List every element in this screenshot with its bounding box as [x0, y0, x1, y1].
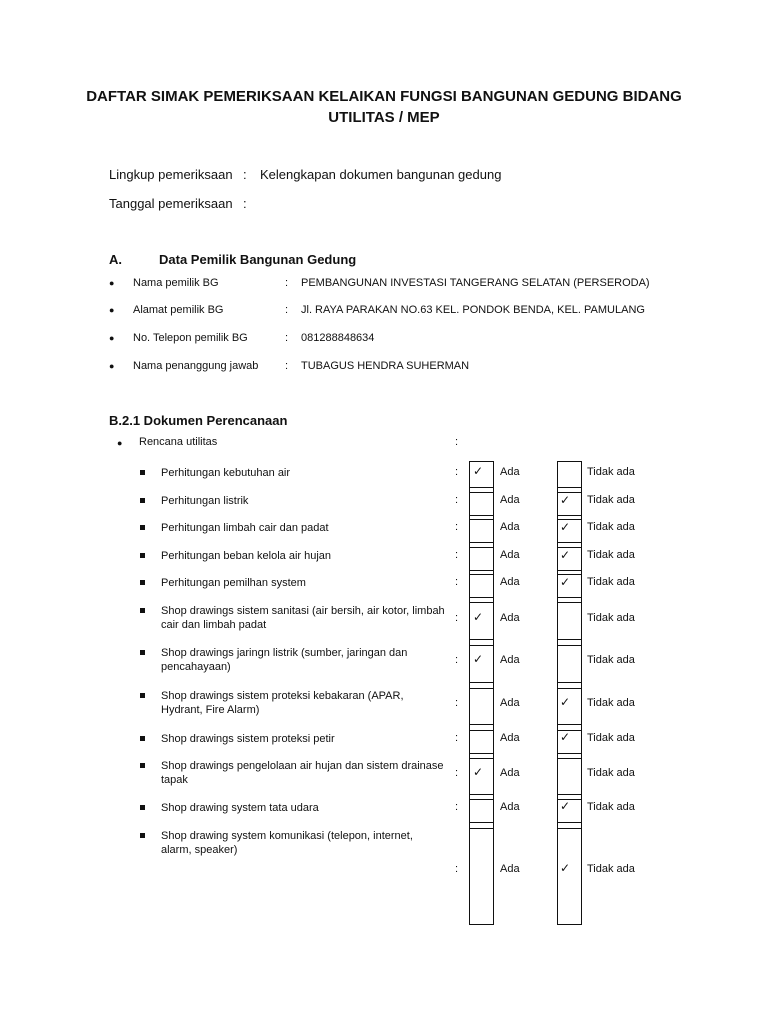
owner-value: PEMBANGUNAN INVESTASI TANGERANG SELATAN (PERSERODA) — [301, 277, 650, 289]
tidak-label: Tidak ada — [587, 654, 635, 666]
tidak-label: Tidak ada — [587, 767, 635, 779]
item-name: Shop drawings jaringn listrik (sumber, jaringan dan pencahayaan) — [161, 647, 408, 673]
owner-colon: : — [285, 360, 289, 372]
item-name: Shop drawing system tata udara — [161, 802, 319, 814]
title-line-2: UTILITAS / MEP — [328, 109, 440, 126]
item-colon: : — [455, 612, 459, 624]
owner-row — [0, 304, 768, 320]
tidak-label: Tidak ada — [587, 466, 635, 478]
bullet-icon: ● — [109, 333, 115, 343]
scope-label: Lingkup pemeriksaan — [109, 167, 233, 182]
scope-value: Kelengkapan dokumen bangunan gedung — [260, 167, 502, 182]
item-name: Shop drawing system komunikasi (telepon, internet, alarm, speaker) — [161, 830, 413, 856]
item-colon: : — [455, 549, 459, 561]
ada-check-icon: ✓ — [473, 610, 484, 624]
owner-row — [0, 360, 768, 376]
document-title — [60, 86, 708, 128]
plan-colon: : — [455, 436, 459, 448]
item-colon: : — [455, 863, 459, 875]
ada-label: Ada — [500, 576, 520, 588]
owner-colon: : — [285, 277, 289, 289]
ada-label: Ada — [500, 767, 520, 779]
tidak-check-icon: ✓ — [560, 575, 571, 589]
item-name: Shop drawings pengelolaan air hujan dan sistem drainase tapak — [161, 760, 444, 786]
section-a-number: A. — [109, 252, 122, 267]
date-colon: : — [243, 196, 247, 211]
scope-colon: : — [243, 167, 247, 182]
square-bullet-icon — [140, 736, 145, 741]
item-name: Perhitungan beban kelola air hujan — [161, 550, 332, 562]
section-a-title: Data Pemilik Bangunan Gedung — [159, 252, 357, 267]
square-bullet-icon — [140, 580, 145, 585]
ada-label: Ada — [500, 654, 520, 666]
bullet-icon: ● — [109, 305, 115, 315]
square-bullet-icon — [140, 470, 145, 475]
square-bullet-icon — [140, 833, 145, 838]
item-colon: : — [455, 521, 459, 533]
tidak-check-icon: ✓ — [560, 730, 571, 744]
ada-label: Ada — [500, 612, 520, 624]
tidak-check-icon: ✓ — [560, 695, 571, 709]
tidak-check-icon: ✓ — [560, 799, 571, 813]
ada-label: Ada — [500, 863, 520, 875]
owner-label: Alamat pemilik BG — [133, 304, 224, 316]
owner-label: Nama penanggung jawab — [133, 360, 259, 372]
tidak-label: Tidak ada — [587, 576, 635, 588]
tidak-label: Tidak ada — [587, 549, 635, 561]
tidak-label: Tidak ada — [587, 732, 635, 744]
owner-value: 081288848634 — [301, 332, 375, 344]
owner-label: Nama pemilik BG — [133, 277, 219, 289]
square-bullet-icon — [140, 805, 145, 810]
owner-value: Jl. RAYA PARAKAN NO.63 KEL. PONDOK BENDA, KEL. PAMULANG — [301, 304, 645, 316]
plan-label: Rencana utilitas — [139, 436, 218, 448]
owner-label: No. Telepon pemilik BG — [133, 332, 248, 344]
date-label: Tanggal pemeriksaan — [109, 196, 233, 211]
item-name: Perhitungan limbah cair dan padat — [161, 522, 329, 534]
tidak-label: Tidak ada — [587, 801, 635, 813]
item-colon: : — [455, 494, 459, 506]
bullet-icon: ● — [109, 278, 115, 288]
square-bullet-icon — [140, 650, 145, 655]
square-bullet-icon — [140, 525, 145, 530]
tidak-label: Tidak ada — [587, 863, 635, 875]
owner-row — [0, 332, 768, 348]
owner-colon: : — [285, 304, 289, 316]
ada-label: Ada — [500, 494, 520, 506]
item-name: Shop drawings sistem proteksi petir — [161, 733, 335, 745]
tidak-check-icon: ✓ — [560, 548, 571, 562]
item-colon: : — [455, 732, 459, 744]
item-colon: : — [455, 697, 459, 709]
ada-label: Ada — [500, 697, 520, 709]
ada-label: Ada — [500, 466, 520, 478]
square-bullet-icon — [140, 608, 145, 613]
item-name: Shop drawings sistem proteksi kebakaran (APAR, Hydrant, Fire Alarm) — [161, 690, 404, 716]
title-line-1: DAFTAR SIMAK PEMERIKSAAN KELAIKAN FUNGSI BANGUNAN GEDUNG BIDANG — [86, 88, 682, 105]
tidak-label: Tidak ada — [587, 521, 635, 533]
ada-label: Ada — [500, 732, 520, 744]
ada-check-icon: ✓ — [473, 652, 484, 666]
item-name: Perhitungan pemilhan system — [161, 577, 306, 589]
tidak-check-icon: ✓ — [560, 861, 571, 875]
item-colon: : — [455, 466, 459, 478]
ada-label: Ada — [500, 521, 520, 533]
square-bullet-icon — [140, 498, 145, 503]
ada-label: Ada — [500, 801, 520, 813]
tidak-label: Tidak ada — [587, 494, 635, 506]
bullet-icon: ● — [109, 361, 115, 371]
section-b-title: B.2.1 Dokumen Perencanaan — [109, 413, 288, 428]
tidak-label: Tidak ada — [587, 612, 635, 624]
square-bullet-icon — [140, 693, 145, 698]
item-name: Shop drawings sistem sanitasi (air bersih, air kotor, limbah cair dan limbah padat — [161, 605, 445, 631]
square-bullet-icon — [140, 763, 145, 768]
item-colon: : — [455, 801, 459, 813]
owner-colon: : — [285, 332, 289, 344]
tidak-check-icon: ✓ — [560, 493, 571, 507]
item-colon: : — [455, 767, 459, 779]
owner-row — [0, 277, 768, 293]
item-name: Perhitungan kebutuhan air — [161, 467, 291, 479]
tidak-check-icon: ✓ — [560, 520, 571, 534]
square-bullet-icon — [140, 553, 145, 558]
owner-value: TUBAGUS HENDRA SUHERMAN — [301, 360, 470, 372]
item-colon: : — [455, 576, 459, 588]
item-colon: : — [455, 654, 459, 666]
item-name: Perhitungan listrik — [161, 495, 249, 507]
ada-check-icon: ✓ — [473, 464, 484, 478]
bullet-icon: ● — [117, 438, 123, 448]
tidak-label: Tidak ada — [587, 697, 635, 709]
ada-label: Ada — [500, 549, 520, 561]
ada-check-icon: ✓ — [473, 765, 484, 779]
